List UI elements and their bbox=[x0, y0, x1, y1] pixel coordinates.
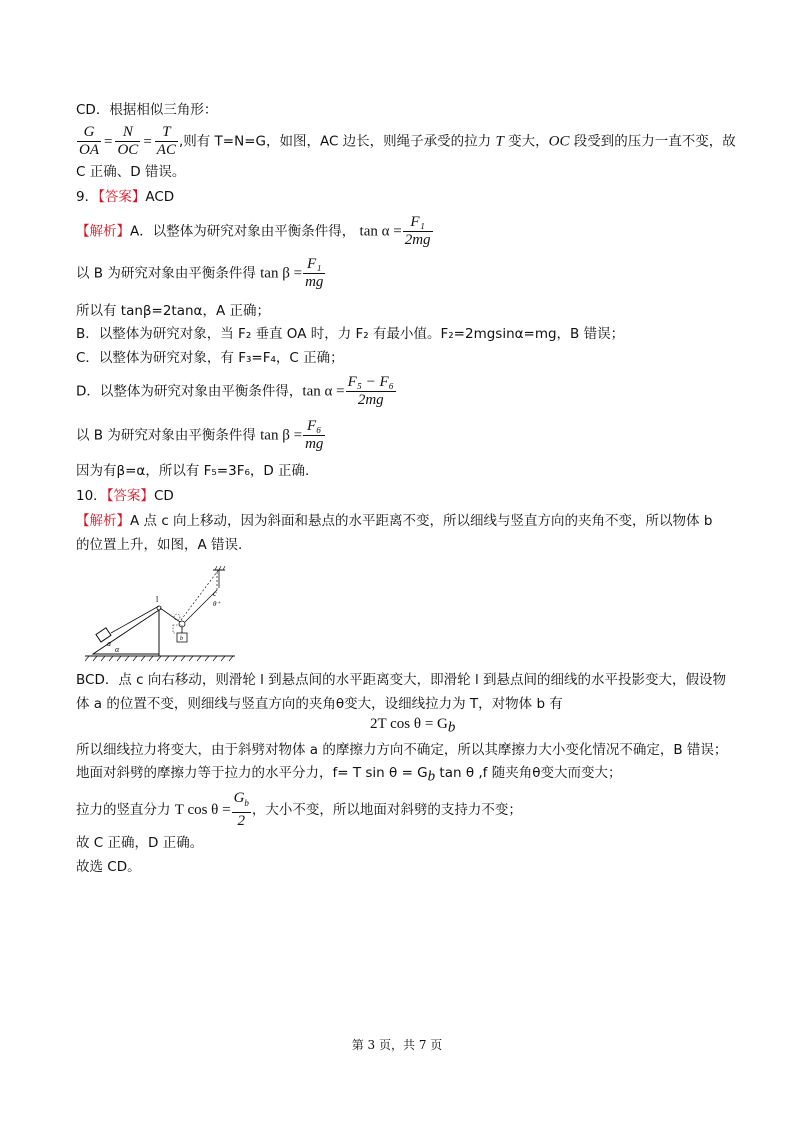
text-line: D．以整体为研究对象由平衡条件得，tan α = $\frac{\text{F₅ − F₆}}{2mg}$ bbox=[76, 374, 394, 408]
text-line: B．以整体为研究对象，当 F₂ 垂直 OA 时，力 F₂ 有最小值。F₂=2mgsinα=mg，B 错误； bbox=[76, 326, 625, 342]
fraction: $\frac{\text{F₆}}{mg}$ bbox=[305, 418, 324, 452]
text-line: CD．根据相似三角形： bbox=[76, 102, 218, 118]
similar-triangle-equation: $\frac{G}{OA}$ = $\frac{N}{OC}$ = $\frac{T}{AC}$ ,则有 T=N=G，如图，AC 边长，则绳子承受的拉力 T 变大，OC 段受到的压力一直不变，故 bbox=[79, 124, 736, 158]
text-line: 因为有β=α，所以有 F₅=3F₆，D 正确. bbox=[76, 463, 310, 479]
text-line: 体 a 的位置不变，则细线与竖直方向的夹角θ变大，设细线拉力为 T，对物体 b 有 bbox=[76, 696, 563, 712]
equation: 2T $\cos \theta = G_b$ bbox=[370, 716, 456, 736]
fraction: $\frac{\text{F₅ − F₆}}{2mg}$ bbox=[347, 374, 394, 408]
text-line: C 正确、D 错误。 bbox=[76, 164, 186, 180]
text-line: 故选 CD。 bbox=[76, 859, 141, 875]
fraction: $\frac{N}{OC}$ bbox=[117, 124, 139, 158]
pulley-incline-diagram bbox=[85, 560, 245, 665]
text-line: 所以有 tanβ=2tanα，A 正确； bbox=[76, 303, 270, 319]
svg-text:c: c bbox=[213, 589, 217, 598]
svg-text:l: l bbox=[156, 595, 159, 604]
text-line: 以 B 为研究对象由平衡条件得 tan β = $\frac{\text{F₆}}{mg}$ bbox=[76, 418, 324, 452]
text-line: 以 B 为研究对象由平衡条件得 tan β = $\frac{\text{F₁}}{mg}$ bbox=[76, 256, 324, 290]
text-line: C．以整体为研究对象，有 F₃=F₄，C 正确； bbox=[76, 350, 344, 366]
svg-text:α: α bbox=[115, 645, 120, 654]
fraction: $\frac{G_b}{2}$ bbox=[233, 790, 249, 829]
analysis-line: 【解析】A 点 c 向上移动，因为斜面和悬点的水平距离不变，所以细线与竖直方向的夹角不变，所以物体 b bbox=[76, 513, 713, 529]
fraction: $\frac{\text{F₁}}{2mg}$ bbox=[404, 214, 431, 248]
fraction: $\frac{G}{OA}$ bbox=[79, 124, 99, 158]
svg-text:θ⁺: θ⁺ bbox=[213, 600, 221, 608]
answer-line-q9: 9．【答案】ACD bbox=[76, 189, 175, 205]
page-footer: 第 3 页，共 7 页 bbox=[351, 1038, 443, 1052]
svg-text:a: a bbox=[107, 639, 111, 648]
fraction: $\frac{\text{F₁}}{mg}$ bbox=[305, 256, 324, 290]
text-line: 所以细线拉力将变大，由于斜劈对物体 a 的摩擦力方向不确定，所以其摩擦力大小变化情况不确定，B 错误； bbox=[76, 742, 728, 758]
answer-line-q10: 10．【答案】CD bbox=[76, 488, 174, 504]
text-line: 拉力的竖直分力 T cos θ = $\frac{G_b}{2}$ ，大小不变，所以地面对斜劈的支持力不变； bbox=[76, 790, 522, 829]
svg-text:b: b bbox=[180, 636, 183, 642]
text-line: BCD．点 c 向右移动，则滑轮 l 到悬点间的水平距离变大，即滑轮 l 到悬点间的细线的水平投影变大，假设物 bbox=[76, 672, 727, 688]
text-line: 故 C 正确，D 正确。 bbox=[76, 835, 204, 851]
text-line: 的位置上升，如图，A 错误. bbox=[76, 537, 243, 553]
fraction: $\frac{T}{AC}$ bbox=[156, 124, 176, 158]
analysis-line: 【解析】A．以整体为研究对象由平衡条件得， tan α = $\frac{\text{F₁}}{2mg}$ bbox=[76, 214, 431, 248]
text-line: 地面对斜劈的摩擦力等于拉力的水平分力，f= T $\sin \theta = G_b$ tan θ ,f 随夹角θ变大而变大； bbox=[76, 765, 622, 785]
